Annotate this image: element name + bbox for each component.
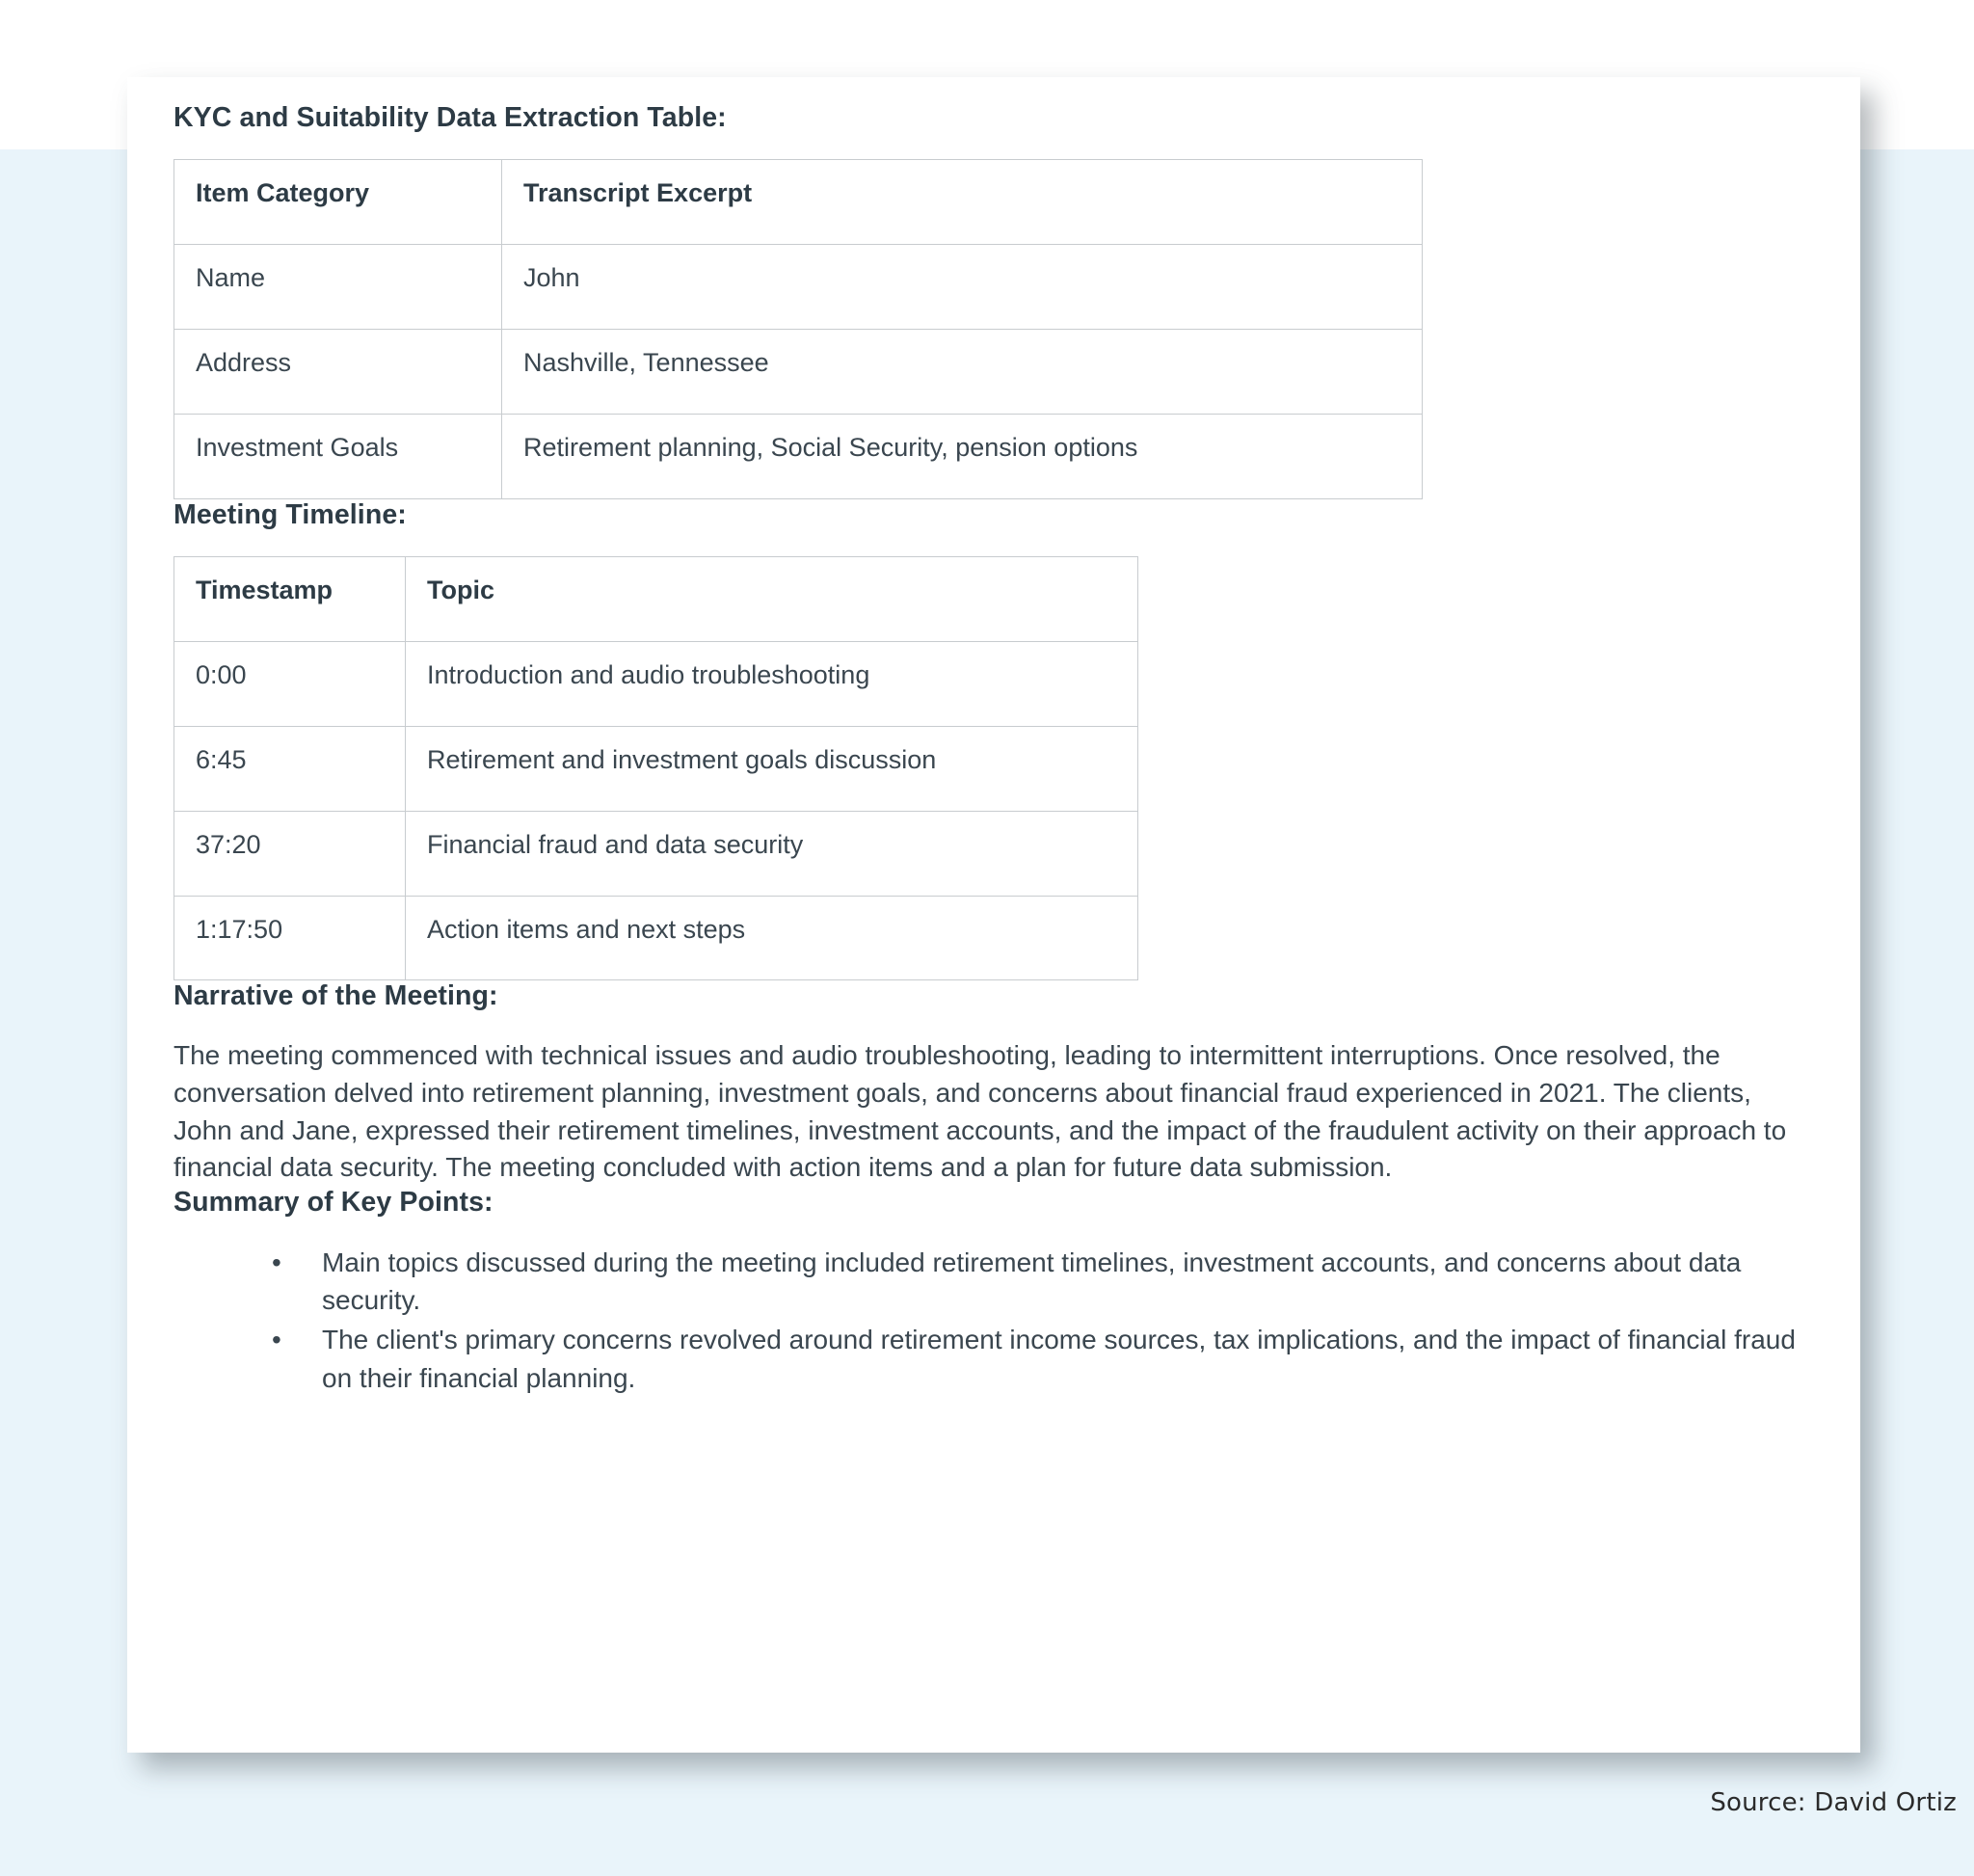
kyc-section-heading: KYC and Suitability Data Extraction Table: — [173, 102, 727, 133]
table-row — [174, 329, 1423, 414]
timeline-section-heading: Meeting Timeline: — [173, 498, 407, 530]
table-row — [174, 244, 1423, 329]
source-attribution: Source: David Ortiz — [1710, 1788, 1957, 1817]
timeline-cell-timestamp: 1:17:50 — [174, 896, 406, 980]
timeline-cell-topic: Introduction and audio troubleshooting — [406, 641, 1138, 726]
timeline-column-header-timestamp: Timestamp — [174, 556, 406, 641]
list-item — [272, 1244, 1808, 1319]
bullet-icon: • — [272, 1246, 281, 1277]
timeline-column-header-topic: Topic — [406, 556, 1138, 641]
table-row — [174, 811, 1138, 896]
table-row — [174, 896, 1138, 980]
list-item-text: The client's primary concerns revolved around retirement income sources, tax implications, and the impact of financial fraud on their financial planning. — [322, 1325, 1796, 1393]
kyc-column-header-item-category: Item Category — [174, 160, 502, 245]
table-row — [174, 726, 1138, 811]
kyc-cell-excerpt: John — [502, 244, 1423, 329]
table-row — [174, 641, 1138, 726]
bullet-icon: • — [272, 1325, 281, 1355]
narrative-section-heading: Narrative of the Meeting: — [173, 980, 498, 1012]
timeline-cell-topic: Retirement and investment goals discussion — [406, 726, 1138, 811]
document-content — [152, 102, 1826, 1397]
summary-key-points-list — [173, 1244, 1808, 1397]
table-header-row — [174, 160, 1423, 245]
list-item — [272, 1321, 1808, 1396]
kyc-cell-excerpt: Nashville, Tennessee — [502, 329, 1423, 414]
narrative-body-text: The meeting commenced with technical issues and audio troubleshooting, leading to intermittent interruptions. Once resolved, the conversation delved into retirement planning, investment goals, and concerns about financial fraud experienced in 2021. The clients, John and Jane, expressed their retirement timelines, investment accounts, and the impact of the fraudulent activity on their approach to financial data security. The meeting concluded with action items and a plan for future data submission. — [173, 1040, 1787, 1183]
table-header-row — [174, 556, 1138, 641]
meeting-timeline-table — [173, 556, 1138, 981]
kyc-cell-category: Investment Goals — [174, 414, 502, 498]
timeline-cell-timestamp: 6:45 — [174, 726, 406, 811]
summary-section-heading: Summary of Key Points: — [173, 1186, 494, 1218]
kyc-cell-category: Name — [174, 244, 502, 329]
table-row — [174, 414, 1423, 498]
kyc-column-header-transcript-excerpt: Transcript Excerpt — [502, 160, 1423, 245]
document-card — [127, 77, 1860, 1753]
kyc-data-table — [173, 159, 1423, 499]
timeline-cell-timestamp: 0:00 — [174, 641, 406, 726]
kyc-cell-excerpt: Retirement planning, Social Security, pension options — [502, 414, 1423, 498]
timeline-cell-timestamp: 37:20 — [174, 811, 406, 896]
timeline-cell-topic: Action items and next steps — [406, 896, 1138, 980]
kyc-cell-category: Address — [174, 329, 502, 414]
timeline-cell-topic: Financial fraud and data security — [406, 811, 1138, 896]
list-item-text: Main topics discussed during the meeting included retirement timelines, investment accounts, and concerns about data security. — [322, 1246, 1742, 1316]
